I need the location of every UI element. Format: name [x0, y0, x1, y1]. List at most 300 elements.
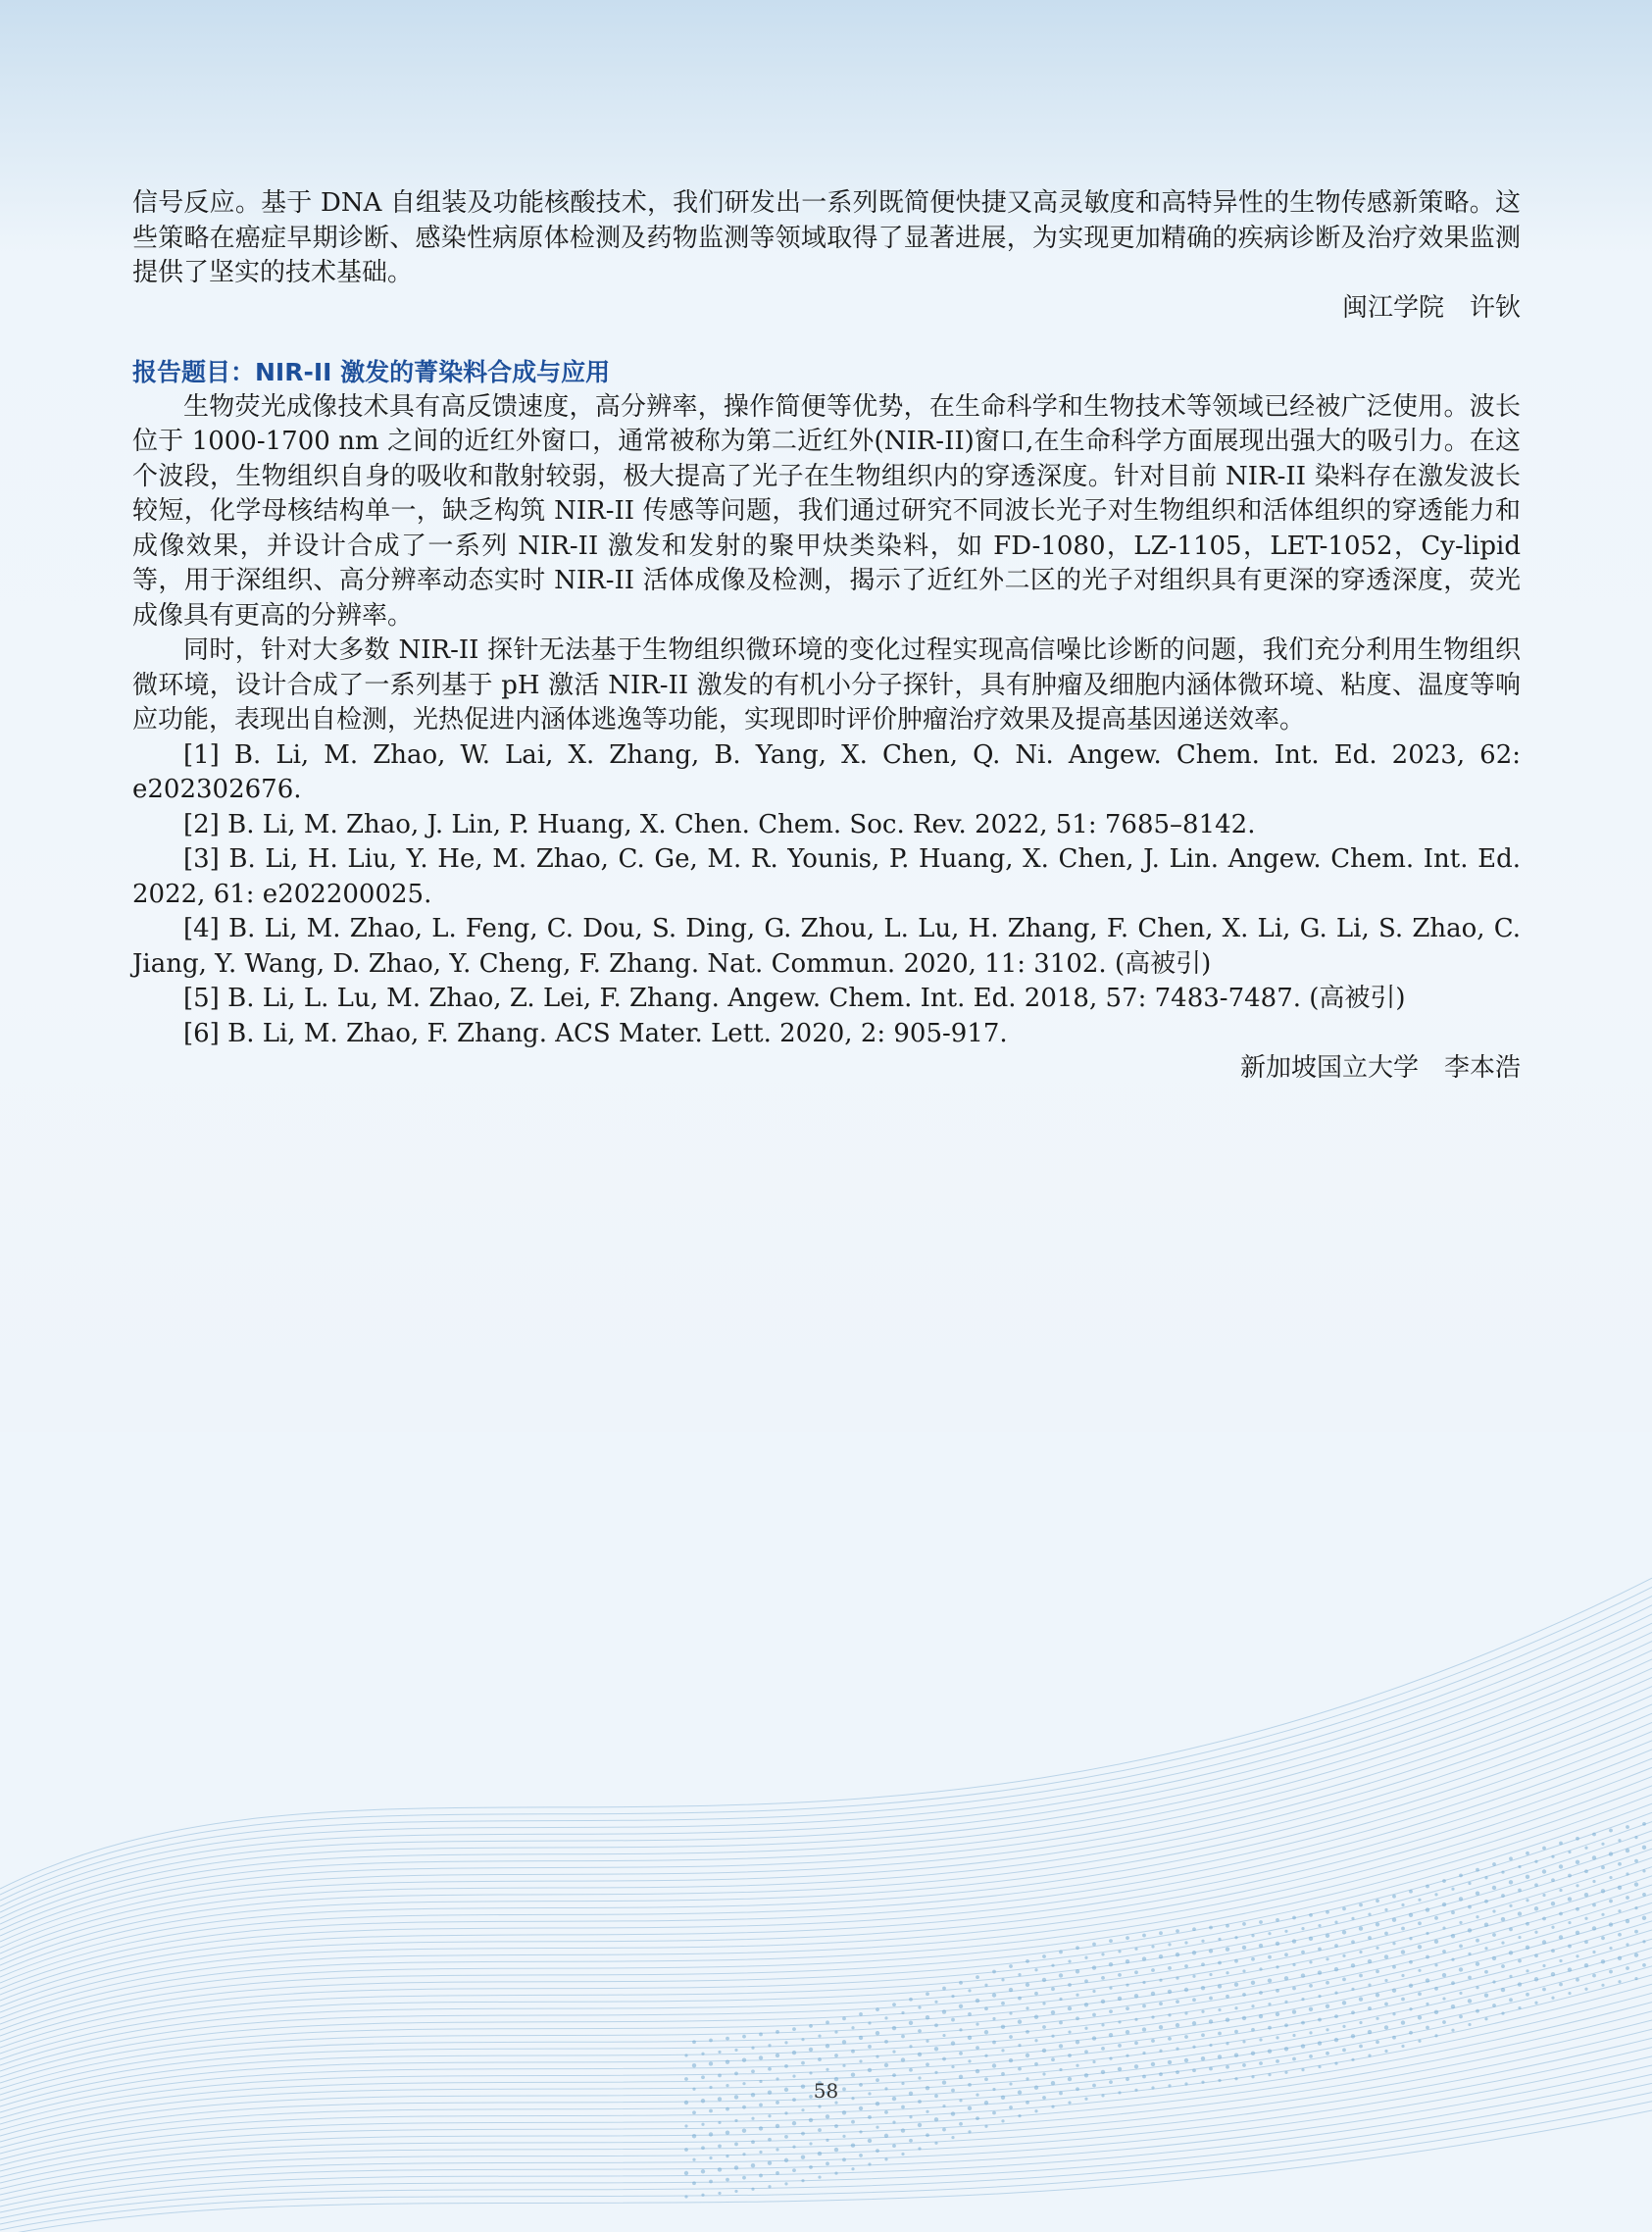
wave-dot [959, 2122, 963, 2126]
wave-dot [1501, 1894, 1505, 1898]
wave-dot [776, 2054, 779, 2057]
wave-dot [1418, 1945, 1422, 1949]
wave-dot [926, 2133, 929, 2137]
wave-dot [1109, 1962, 1113, 1966]
wave-dot [1242, 2016, 1246, 2020]
wave-dot [842, 2110, 846, 2114]
wave-dot [1618, 1862, 1622, 1866]
wave-dot [1309, 1937, 1313, 1941]
wave-dot [1009, 1964, 1013, 1968]
wave-dot [809, 2048, 813, 2052]
wave-dot [868, 2115, 872, 2119]
wave-dot [918, 2147, 921, 2150]
wave-dot [1401, 1998, 1405, 2002]
wave-dot [1368, 1983, 1371, 1986]
wave-dot [1201, 1986, 1205, 1990]
wave-dot [1134, 1994, 1138, 1998]
wave-dot [1342, 1977, 1346, 1981]
wave-dot [1426, 1978, 1429, 1982]
wave-dot [792, 2027, 796, 2031]
wave-dot [1018, 2019, 1022, 2023]
wave-dot [692, 2134, 696, 2138]
wave-dot [1551, 1878, 1555, 1882]
wave-dot [884, 2040, 888, 2044]
wave-dot [1392, 2036, 1396, 2040]
wave-dot [1634, 1836, 1637, 1839]
wave-dot [1642, 1963, 1646, 1967]
wave-dot [1526, 1899, 1528, 1902]
wave-dot [759, 2126, 763, 2130]
wave-dot [734, 2119, 737, 2122]
wave-dot [726, 2059, 729, 2063]
wave-dot [1534, 1931, 1537, 1934]
wave-dot [1259, 2061, 1263, 2065]
wave-dot [1192, 2021, 1196, 2025]
wave-dot [1459, 1945, 1463, 1949]
wave-dot [1301, 1927, 1304, 1930]
wave-dot [876, 2007, 879, 2011]
wave-dot [1168, 1943, 1171, 1946]
wave-dot [734, 2072, 738, 2076]
wave-dot [1126, 2054, 1128, 2057]
wave-dot [1418, 1921, 1422, 1925]
wave-dot [742, 2105, 746, 2109]
wave-dot [992, 2063, 996, 2067]
wave-dot [801, 2061, 805, 2065]
wave-dot [1201, 1940, 1204, 1943]
wave-dot [1209, 2044, 1212, 2047]
wave-dot [1401, 1974, 1404, 1977]
wave-dot [1551, 1926, 1554, 1929]
wave-dot [1642, 1893, 1646, 1897]
wave-dot [901, 2105, 905, 2109]
wave-dot [1459, 1967, 1463, 1971]
wave-dot [1442, 1950, 1446, 1953]
wave-dot [1068, 2006, 1072, 2010]
wave-dot [968, 2106, 972, 2110]
wave-dot [909, 1998, 913, 2002]
wave-dot [1376, 1969, 1379, 1973]
wave-dot [901, 2153, 904, 2156]
wave-line [0, 1578, 1652, 1889]
wave-dot [976, 1999, 979, 2003]
wave-dot [1084, 1956, 1087, 1959]
wave-dot [709, 2061, 713, 2065]
wave-dot [859, 2036, 863, 2040]
wave-dot [984, 2054, 987, 2057]
wave-dot [1126, 1936, 1129, 1940]
wave-dot [1576, 1954, 1578, 1957]
wave-dot [1309, 1913, 1313, 1917]
wave-dot [1068, 2030, 1071, 2033]
wave-dot [1292, 1987, 1296, 1991]
wave-dot [1076, 2064, 1078, 2067]
wave-dot [1526, 1852, 1529, 1855]
wave-dot [884, 2110, 888, 2114]
wave-dot [1101, 1976, 1105, 1980]
wave-dot [684, 2195, 687, 2198]
wave-dot [1518, 2006, 1521, 2009]
wave-dot [1351, 1940, 1355, 1944]
wave-dot [1401, 2020, 1405, 2024]
wave-dot [1076, 1969, 1079, 1973]
wave-dot [1376, 1899, 1379, 1902]
wave-dot [1084, 2003, 1088, 2006]
wave-dot [1109, 2009, 1113, 2013]
wave-dot [1126, 1959, 1129, 1963]
wave-dot [1526, 1946, 1529, 1950]
wave-line [0, 1632, 1652, 1924]
wave-dot [1376, 2017, 1378, 2020]
wave-dot [1609, 1876, 1612, 1879]
wave-dot [1351, 2034, 1355, 2038]
wave-dot [1509, 1927, 1513, 1931]
wave-dot [1242, 1946, 1246, 1950]
wave-dot [934, 2117, 938, 2121]
wave-dot [1142, 2027, 1146, 2031]
wave-dot [1101, 1953, 1104, 1955]
wave-dot [768, 2044, 771, 2047]
wave-dot [1226, 1924, 1229, 1928]
wave-dot [1501, 1988, 1505, 1992]
wave-dot [1642, 1846, 1646, 1850]
wave-dot [1326, 1934, 1329, 1938]
wave-dot [1068, 2054, 1072, 2057]
wave-line [0, 2083, 1652, 2218]
wave-dot [1218, 2032, 1222, 2036]
wave-dot [951, 2111, 955, 2115]
wave-dot [851, 2167, 854, 2170]
wave-dot [1568, 1945, 1572, 1949]
wave-dot [1576, 1907, 1579, 1911]
wave-dot [859, 2106, 863, 2110]
wave-dot [1434, 2034, 1437, 2037]
wave-dot [1634, 1930, 1638, 1934]
wave-dot [1634, 1977, 1637, 1980]
wave-dot [1576, 1860, 1579, 1864]
wave-dot [876, 2149, 879, 2153]
wave-dot [1501, 1917, 1505, 1921]
wave-dot [1042, 1978, 1046, 1982]
wave-dot [1126, 2030, 1129, 2034]
wave-dot [1226, 2018, 1229, 2022]
wave-dot [1142, 2075, 1146, 2079]
reference-6: [6] B. Li, M. Zhao, F. Zhang. ACS Mater. Lett. 2020, 2: 905-917. [183, 1018, 1008, 1048]
wave-dot [1068, 1959, 1071, 1962]
wave-dot [1476, 1868, 1479, 1872]
wave-dot [1601, 1959, 1605, 1963]
wave-dot [1409, 2031, 1413, 2035]
wave-dot [1409, 1984, 1413, 1988]
wave-dot [751, 2047, 754, 2050]
wave-dot [1142, 2004, 1146, 2008]
wave-dot [1576, 1931, 1579, 1935]
wave-dot [1384, 1908, 1387, 1911]
author-affiliation-2: 新加坡国立大学 李本浩 [1239, 1053, 1521, 1083]
wave-dot [1368, 2030, 1372, 2034]
wave-line [0, 1831, 1652, 2054]
wave-dot [1042, 1954, 1046, 1958]
wave-dot [1118, 1997, 1122, 2001]
wave-dot [1468, 1928, 1472, 1932]
wave-dot [1351, 1917, 1354, 1920]
wave-line [0, 1902, 1652, 2101]
wave-dot [1151, 2039, 1155, 2043]
wave-dot [1059, 1951, 1063, 1954]
wave-dot [709, 2180, 713, 2184]
wave-dot [1434, 1893, 1437, 1896]
wave-dot [1018, 1973, 1021, 1976]
wave-dot [1368, 1959, 1372, 1963]
wave-dot [1542, 1940, 1546, 1944]
wave-dot [1601, 1984, 1604, 1987]
wave-dot [718, 2192, 721, 2195]
wave-dot [1159, 1979, 1162, 1982]
wave-dot [1234, 2006, 1237, 2009]
wave-dot [1342, 1906, 1346, 1910]
wave-dot [1476, 1939, 1479, 1943]
wave-dot [1492, 1980, 1495, 1983]
wave-dot [1484, 1923, 1488, 1927]
wave-line [0, 1984, 1652, 2154]
wave-dot [734, 2143, 738, 2147]
wave-dot [959, 2004, 963, 2008]
wave-dot [1284, 2023, 1288, 2027]
wave-dot [1209, 1926, 1213, 1930]
wave-dot [784, 2135, 788, 2139]
wave-dot [1342, 1930, 1346, 1934]
wave-dot [792, 2051, 796, 2054]
wave-dot [1584, 1917, 1587, 1920]
wave-dot [1492, 1956, 1496, 1960]
wave-dot [951, 2018, 955, 2022]
wave-dot [1476, 1915, 1478, 1918]
wave-dot [876, 2055, 878, 2058]
wave-dot [751, 2140, 755, 2144]
wave-dot [934, 2023, 938, 2027]
wave-dot [1226, 2065, 1229, 2069]
wave-dot [1509, 1856, 1513, 1860]
wave-dot [901, 2128, 905, 2132]
wave-dot [1018, 2067, 1022, 2071]
wave-dot [1618, 1956, 1622, 1960]
wave-dot [1484, 1970, 1488, 1974]
wave-dot [784, 2111, 787, 2114]
wave-dot [951, 2065, 954, 2068]
wave-dot [1042, 2072, 1045, 2075]
wave-dot [1259, 1944, 1263, 1948]
wave-dot [1601, 1936, 1605, 1940]
wave-dot [826, 2044, 829, 2048]
wave-dot [926, 2062, 929, 2066]
wave-dot [859, 2130, 862, 2133]
wave-dot [976, 2046, 979, 2050]
wave-dot [1276, 1918, 1279, 1922]
wave-dot [1218, 2054, 1222, 2058]
wave-dot [1376, 1993, 1379, 1997]
wave-dot [1176, 2023, 1179, 2027]
wave-dot [1134, 2041, 1138, 2045]
wave-dot [1234, 1959, 1238, 1963]
wave-dot [1359, 1926, 1363, 1930]
wave-dot [751, 2069, 755, 2073]
wave-dot [1284, 1976, 1288, 1980]
wave-dot [1326, 2052, 1329, 2055]
wave-dot [1484, 1876, 1487, 1879]
wave-dot [892, 2003, 896, 2006]
wave-dot [1076, 2040, 1079, 2044]
wave-dot [1084, 2027, 1087, 2030]
wave-dot [1626, 1896, 1629, 1900]
wave-dot [1009, 2035, 1013, 2039]
wave-dot [1201, 2010, 1204, 2013]
wave-dot [1609, 1922, 1613, 1926]
wave-dot [1392, 1942, 1395, 1945]
wave-dot [1359, 2021, 1362, 2024]
wave-dot [1568, 1851, 1571, 1853]
wave-dot [968, 2059, 971, 2062]
wave-line [0, 1642, 1652, 1930]
wave-dot [868, 2045, 872, 2049]
wave-dot [892, 2051, 895, 2054]
wave-dot [1568, 1992, 1571, 1995]
wave-dot [1234, 2030, 1238, 2034]
wave-dot [1526, 1993, 1529, 1997]
wave-dot [1526, 1875, 1529, 1879]
wave-dot [1242, 1993, 1246, 1997]
wave-dot [1034, 1968, 1037, 1971]
wave-dot [1534, 2002, 1537, 2004]
wave-dot [1442, 1997, 1445, 2000]
wave-dot [992, 1993, 996, 1997]
wave-dot [1542, 1917, 1546, 1921]
wave-dot [842, 2016, 846, 2020]
wave-dot [1059, 1973, 1063, 1977]
wave-dot [1642, 1940, 1645, 1943]
wave-dot [1551, 1949, 1555, 1953]
wave-dot [1609, 1947, 1612, 1950]
wave-dot [1592, 1951, 1595, 1953]
wave-dot [1592, 1880, 1595, 1883]
wave-dot [834, 2030, 837, 2033]
wave-dot [1251, 2028, 1255, 2032]
wave-dot [1301, 2044, 1305, 2048]
wave-dot [1142, 1934, 1146, 1938]
wave-dot [826, 2114, 829, 2118]
wave-dot [1159, 2050, 1162, 2053]
wave-dot [801, 2179, 804, 2182]
wave-dot [1118, 2020, 1121, 2023]
wave-dot [1001, 1978, 1004, 1981]
wave-dot [792, 2075, 795, 2078]
wave-dot [1534, 1860, 1537, 1863]
wave-dot [1459, 1992, 1462, 1995]
wave-dot [1351, 1963, 1355, 1967]
wave-dot [742, 2057, 746, 2061]
wave-dot [1259, 1991, 1263, 1995]
wave-dot [1284, 2047, 1288, 2051]
wave-dot [1159, 1954, 1163, 1958]
wave-dot [976, 2023, 978, 2026]
wave-dot [1334, 2038, 1338, 2042]
wave-dot [1218, 1984, 1222, 1988]
wave-dot [1226, 1948, 1229, 1952]
wave-dot [1351, 1988, 1354, 1991]
wave-dot [1334, 2014, 1338, 2018]
wave-dot [801, 2038, 804, 2041]
wave-dot [1418, 2040, 1421, 2043]
wave-dot [926, 2110, 928, 2113]
wave-dot [1292, 1963, 1295, 1966]
wave-dot [1484, 1900, 1488, 1903]
wave-dot [1559, 1889, 1562, 1892]
wave-dot [1268, 1955, 1272, 1959]
wave-dot [842, 2135, 845, 2138]
wave-dot [1092, 2013, 1096, 2017]
wave-dot [1559, 1842, 1563, 1846]
wave-dot [868, 2068, 872, 2072]
wave-dot [1418, 1992, 1422, 1996]
wave-dot [1084, 2050, 1088, 2054]
wave-dot [868, 2021, 871, 2024]
wave-dot [909, 2045, 912, 2048]
wave-dot [1426, 1955, 1429, 1959]
wave-dot [1626, 1872, 1628, 1875]
wave-dot [1576, 1978, 1579, 1982]
wave-dot [1609, 1829, 1613, 1833]
wave-dot [1126, 1984, 1128, 1987]
wave-dot [1384, 2050, 1387, 2053]
wave-dot [1342, 1954, 1345, 1957]
wave-dot [851, 2050, 855, 2054]
wave-dot [1301, 2021, 1305, 2025]
wave-dot [1559, 1864, 1563, 1868]
wave-dot [1459, 2015, 1463, 2019]
wave-dot [918, 2005, 921, 2008]
wave-dot [784, 2041, 787, 2044]
wave-dot [842, 2064, 845, 2067]
wave-dot [818, 2057, 822, 2061]
wave-dot [826, 2161, 829, 2165]
wave-dot [692, 2181, 696, 2185]
wave-dot [1176, 1953, 1179, 1956]
reference-1: [1] B. Li, M. Zhao, W. Lai, X. Zhang, B. Yang, X. Chen, Q. Ni. Angew. Chem. Int. Ed. 2023, 62: e202302676. [132, 739, 1521, 804]
wave-dot [684, 2171, 688, 2175]
wave-dot [1142, 1956, 1146, 1960]
wave-dot [1542, 1869, 1546, 1873]
wave-dot [1518, 1936, 1521, 1939]
wave-dot [1126, 2006, 1129, 2010]
wave-dot [1268, 1932, 1271, 1935]
wave-dot [1484, 1947, 1487, 1950]
wave-dot [1318, 1948, 1322, 1952]
wave-dot [726, 2037, 729, 2041]
wave-dot [1168, 2037, 1172, 2041]
wave-dot [1251, 2052, 1255, 2055]
wave-dot [684, 2054, 687, 2056]
wave-dot [1184, 1964, 1188, 1968]
wave-dot [1384, 2025, 1388, 2029]
wave-dot [1626, 1943, 1628, 1946]
wave-dot [718, 2051, 721, 2054]
wave-dot [1534, 1953, 1538, 1957]
wave-dot [684, 2148, 688, 2152]
wave-dot [734, 2190, 737, 2193]
wave-dot [1226, 1971, 1228, 1974]
wave-dot [1451, 2029, 1454, 2032]
wave-dot [1309, 2054, 1313, 2058]
wave-dot [934, 2071, 937, 2074]
